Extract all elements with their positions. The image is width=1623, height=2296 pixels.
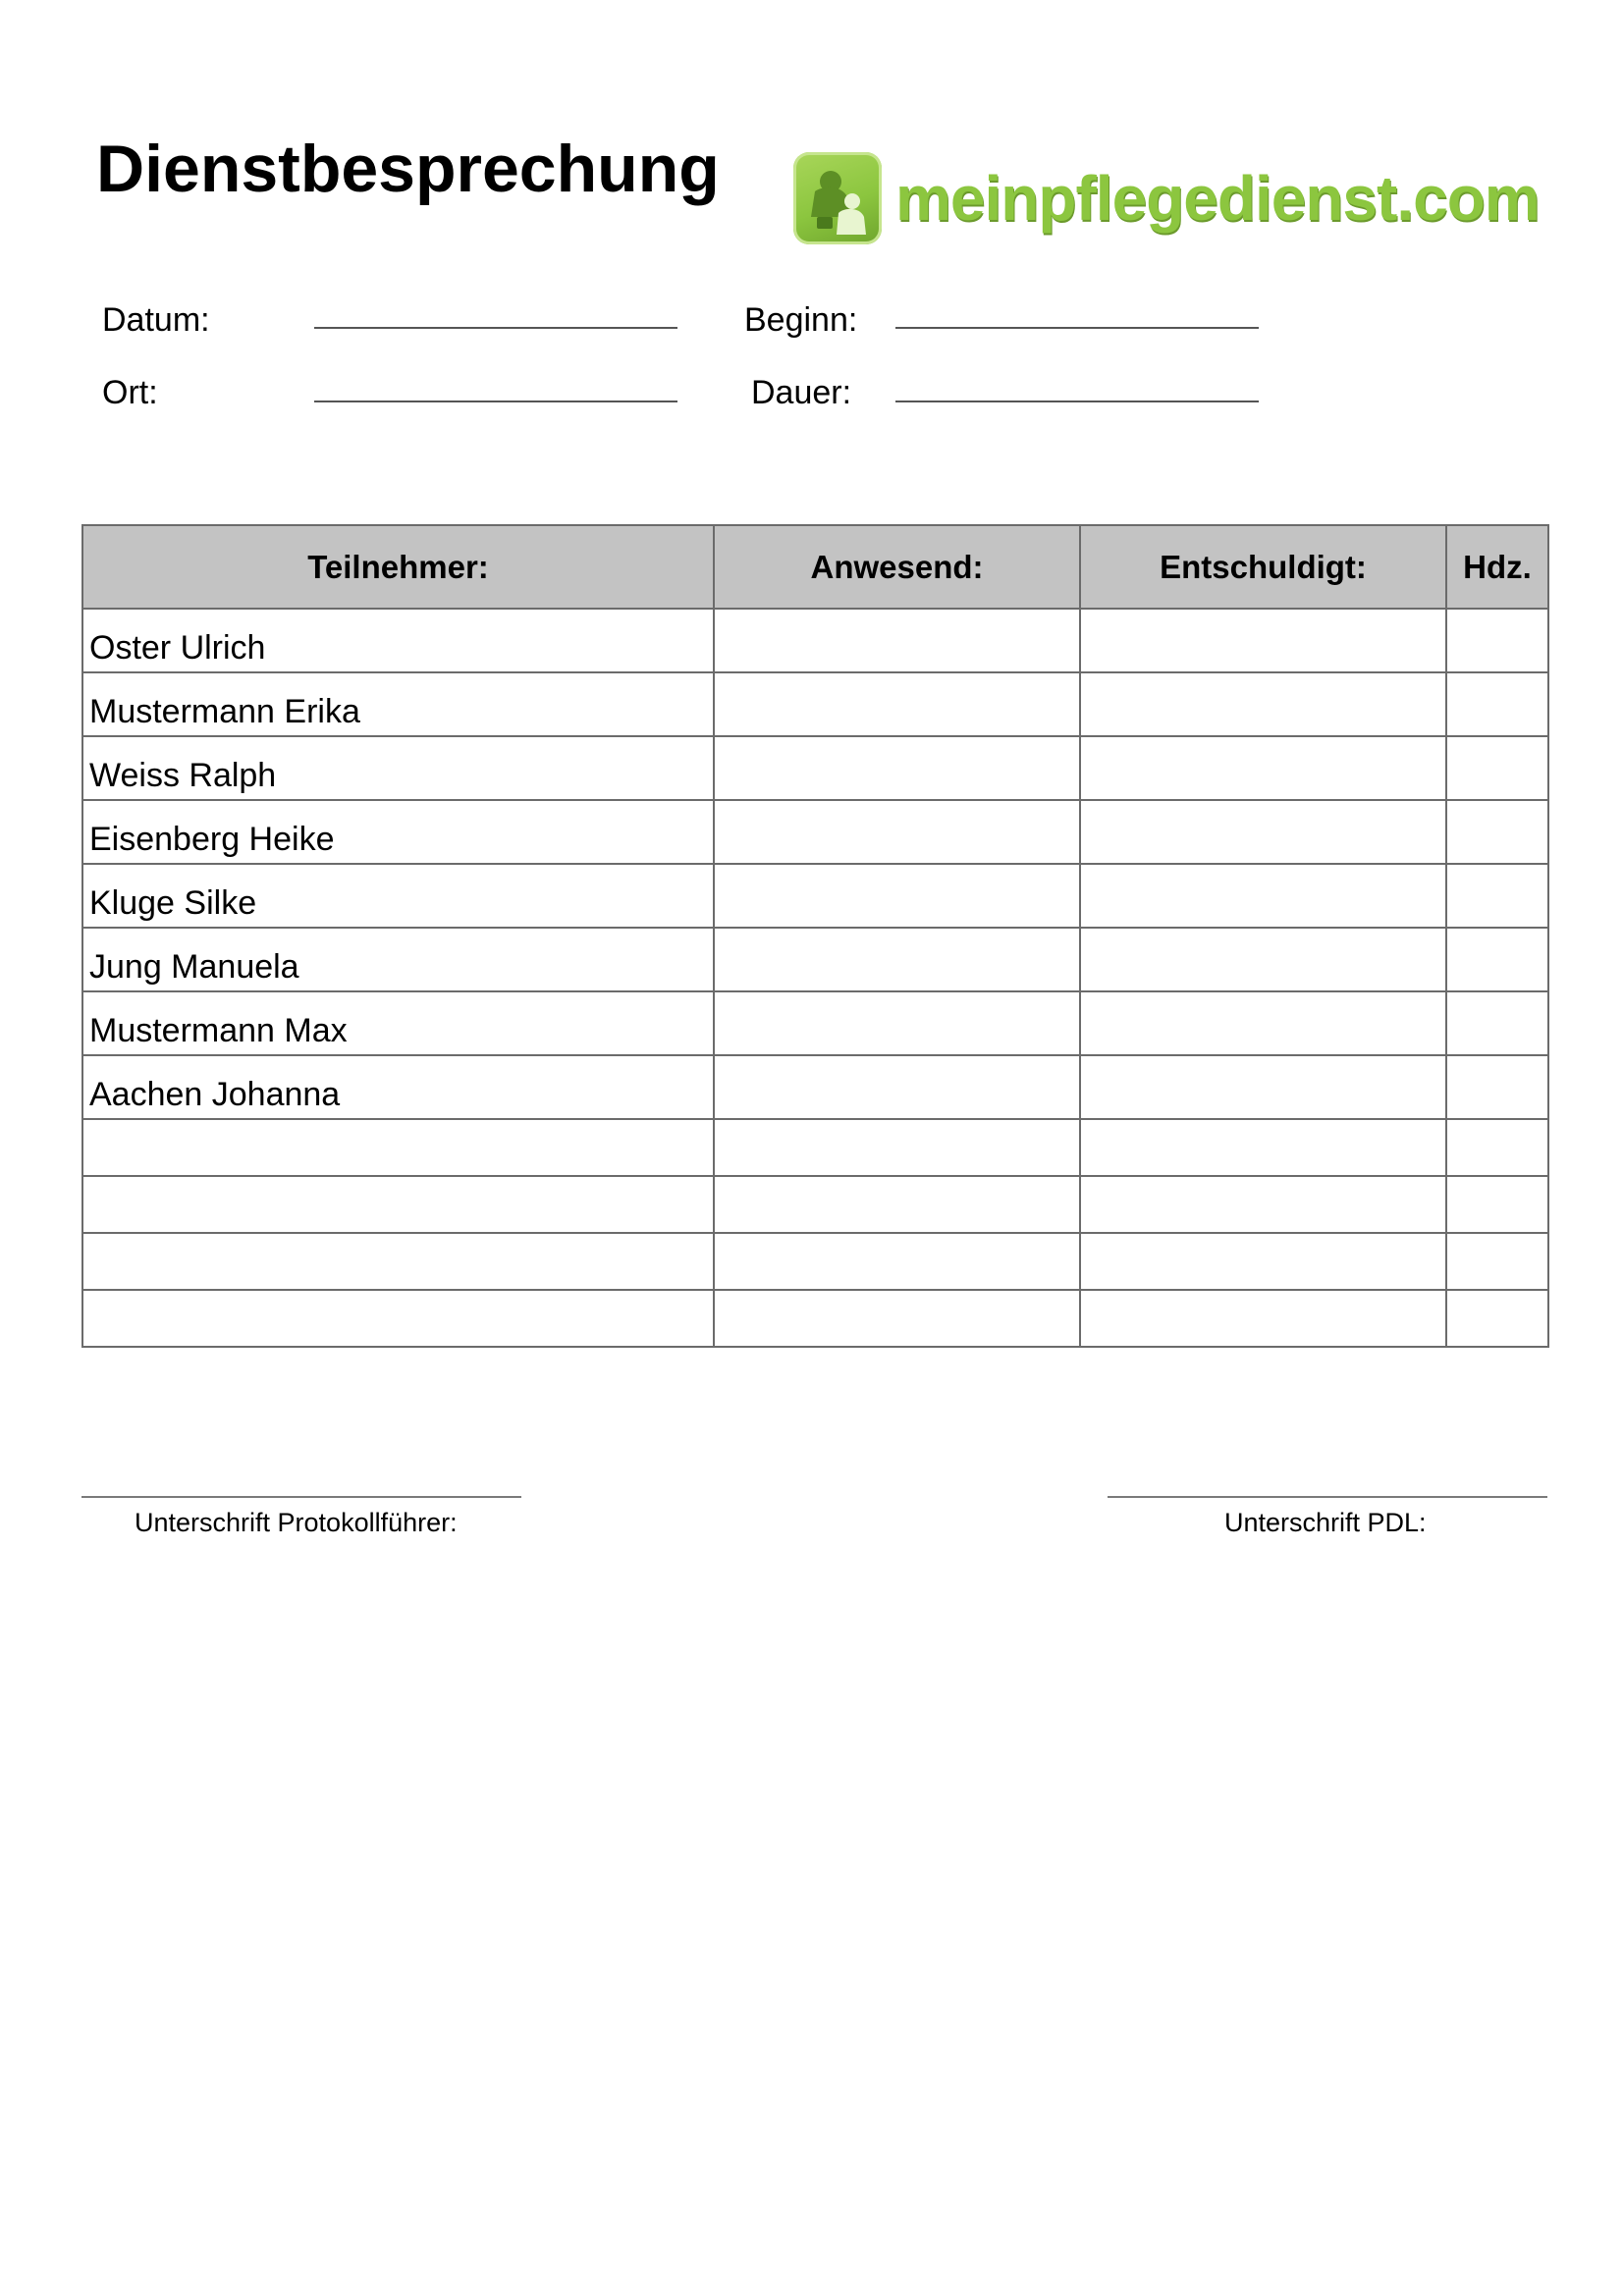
anwesend-cell[interactable] — [714, 928, 1080, 991]
logo — [793, 149, 1540, 247]
entschuldigt-cell[interactable] — [1080, 991, 1446, 1055]
hdz-cell[interactable] — [1446, 609, 1548, 672]
anwesend-cell[interactable] — [714, 1119, 1080, 1176]
signature-line-protokollfuehrer[interactable] — [81, 1496, 521, 1498]
entschuldigt-cell[interactable] — [1080, 672, 1446, 736]
signature-label-pdl: Unterschrift PDL: — [1224, 1508, 1427, 1537]
hdz-cell[interactable] — [1446, 1176, 1548, 1233]
table-row — [82, 1119, 1548, 1176]
beginn-input-line[interactable] — [895, 327, 1259, 329]
entschuldigt-cell[interactable] — [1080, 928, 1446, 991]
caregiver-logo-icon — [793, 152, 882, 244]
logo-text: meinpflegedienst.com — [895, 163, 1540, 234]
hdz-cell[interactable] — [1446, 991, 1548, 1055]
participant-name: Oster Ulrich — [82, 609, 714, 672]
anwesend-cell[interactable] — [714, 800, 1080, 864]
dauer-input-line[interactable] — [895, 400, 1259, 402]
hdz-cell[interactable] — [1446, 1055, 1548, 1119]
anwesend-cell[interactable] — [714, 864, 1080, 928]
hdz-cell[interactable] — [1446, 1233, 1548, 1290]
participant-name-cell[interactable] — [82, 1119, 714, 1176]
participant-name: Aachen Johanna — [82, 1055, 714, 1119]
column-header-hdz: Hdz. — [1446, 525, 1548, 609]
column-header-anwesend: Anwesend: — [714, 525, 1080, 609]
ort-label: Ort: — [102, 374, 158, 411]
signature-label-protokollfuehrer: Unterschrift Protokollführer: — [135, 1508, 458, 1537]
signature-line-pdl[interactable] — [1108, 1496, 1547, 1498]
hdz-cell[interactable] — [1446, 672, 1548, 736]
hdz-cell[interactable] — [1446, 864, 1548, 928]
entschuldigt-cell[interactable] — [1080, 1119, 1446, 1176]
participant-name: Mustermann Max — [82, 991, 714, 1055]
entschuldigt-cell[interactable] — [1080, 1233, 1446, 1290]
anwesend-cell[interactable] — [714, 736, 1080, 800]
hdz-cell[interactable] — [1446, 736, 1548, 800]
participant-name: Weiss Ralph — [82, 736, 714, 800]
anwesend-cell[interactable] — [714, 1176, 1080, 1233]
table-row — [82, 1233, 1548, 1290]
anwesend-cell[interactable] — [714, 991, 1080, 1055]
page-title: Dienstbesprechung — [96, 132, 720, 206]
participant-name: Eisenberg Heike — [82, 800, 714, 864]
attendance-table — [81, 524, 1549, 1348]
entschuldigt-cell[interactable] — [1080, 1055, 1446, 1119]
datum-input-line[interactable] — [314, 327, 677, 329]
table-row — [82, 1176, 1548, 1233]
table-row — [82, 736, 1548, 800]
ort-input-line[interactable] — [314, 400, 677, 402]
anwesend-cell[interactable] — [714, 672, 1080, 736]
table-row — [82, 928, 1548, 991]
dauer-label: Dauer: — [751, 374, 852, 411]
table-row — [82, 1290, 1548, 1347]
table-row — [82, 991, 1548, 1055]
entschuldigt-cell[interactable] — [1080, 1290, 1446, 1347]
anwesend-cell[interactable] — [714, 1290, 1080, 1347]
hdz-cell[interactable] — [1446, 1290, 1548, 1347]
table-row — [82, 672, 1548, 736]
table-row — [82, 609, 1548, 672]
anwesend-cell[interactable] — [714, 1233, 1080, 1290]
entschuldigt-cell[interactable] — [1080, 736, 1446, 800]
anwesend-cell[interactable] — [714, 1055, 1080, 1119]
participant-name: Kluge Silke — [82, 864, 714, 928]
table-row — [82, 800, 1548, 864]
participant-name: Jung Manuela — [82, 928, 714, 991]
column-header-teilnehmer: Teilnehmer: — [82, 525, 714, 609]
entschuldigt-cell[interactable] — [1080, 609, 1446, 672]
participant-name-cell[interactable] — [82, 1176, 714, 1233]
table-row — [82, 864, 1548, 928]
beginn-label: Beginn: — [744, 301, 858, 339]
anwesend-cell[interactable] — [714, 609, 1080, 672]
participant-name-cell[interactable] — [82, 1233, 714, 1290]
entschuldigt-cell[interactable] — [1080, 864, 1446, 928]
hdz-cell[interactable] — [1446, 1119, 1548, 1176]
hdz-cell[interactable] — [1446, 800, 1548, 864]
entschuldigt-cell[interactable] — [1080, 800, 1446, 864]
table-row — [82, 1055, 1548, 1119]
column-header-entschuldigt: Entschuldigt: — [1080, 525, 1446, 609]
table-header-row — [82, 525, 1548, 609]
participant-name-cell[interactable] — [82, 1290, 714, 1347]
entschuldigt-cell[interactable] — [1080, 1176, 1446, 1233]
datum-label: Datum: — [102, 301, 210, 339]
participant-name: Mustermann Erika — [82, 672, 714, 736]
hdz-cell[interactable] — [1446, 928, 1548, 991]
